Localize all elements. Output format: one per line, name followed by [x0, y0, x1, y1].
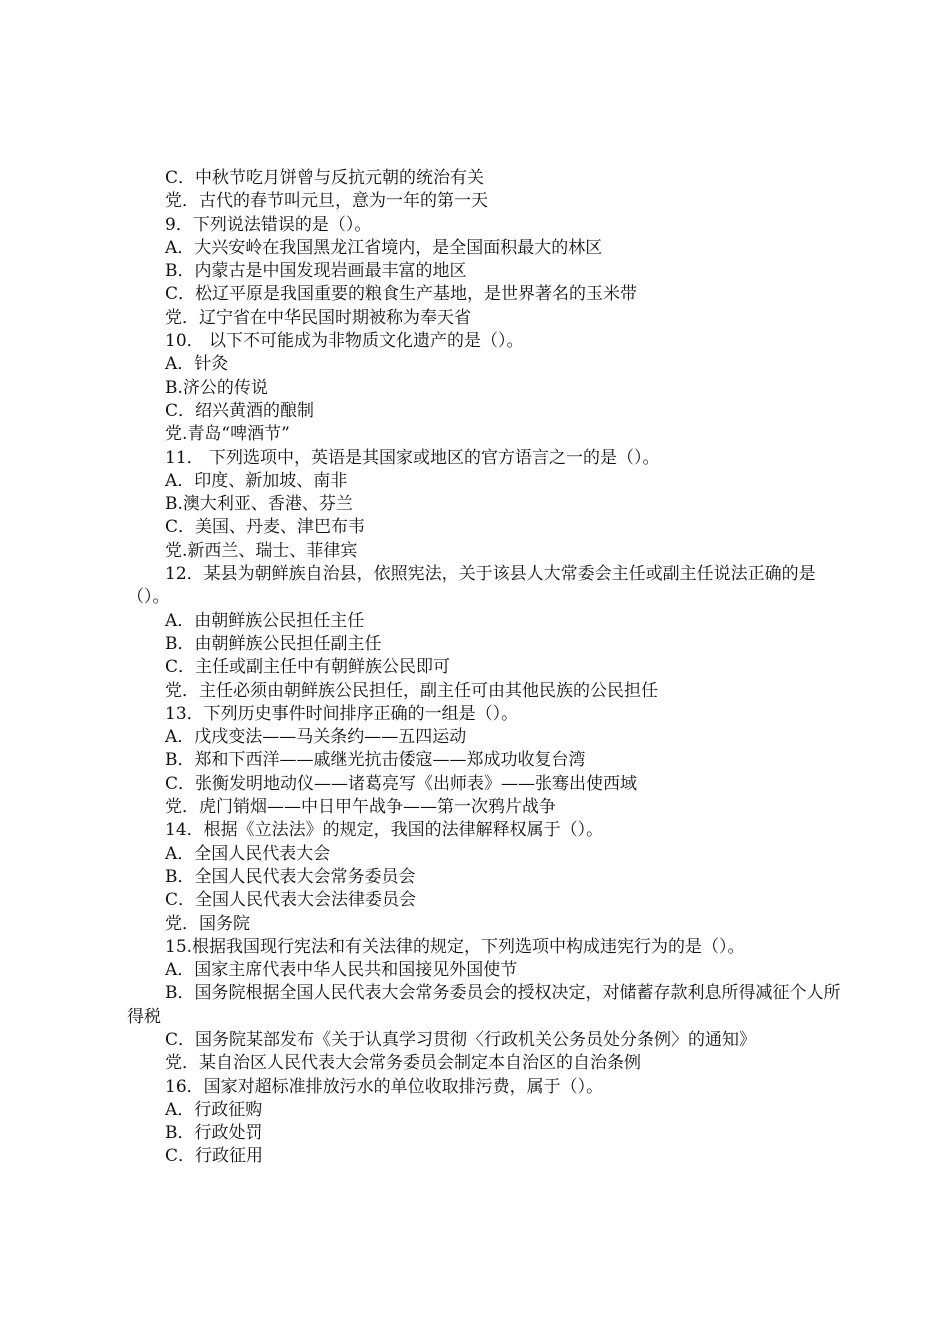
text-line: B．内蒙古是中国发现岩画最丰富的地区: [165, 261, 467, 282]
text-line: C．绍兴黄酒的酿制: [165, 400, 315, 421]
text-line: A．全国人民代表大会: [165, 843, 331, 864]
text-line: 11． 下列选项中，英语是其国家或地区的官方语言之一的是（）。: [165, 447, 660, 468]
text-line: 党．古代的春节叫元旦，意为一年的第一天: [165, 191, 488, 212]
text-line: B．行政处罚: [165, 1123, 263, 1144]
text-line: A．大兴安岭在我国黑龙江省境内，是全国面积最大的林区: [165, 237, 603, 258]
text-line: A．戊戌变法——马关条约——五四运动: [165, 727, 467, 748]
text-line: A．由朝鲜族公民担任主任: [165, 610, 365, 631]
text-line: 15.根据我国现行宪法和有关法律的规定，下列选项中构成违宪行为的是（）。: [165, 936, 745, 957]
text-line: B.澳大利亚、香港、芬兰: [165, 494, 353, 515]
text-line: C．张衡发明地动仪——诸葛亮写《出师表》——张骞出使西域: [165, 773, 638, 794]
document-body: [127, 167, 842, 1169]
text-line: A．行政征购: [165, 1099, 263, 1120]
text-line: 10． 以下不可能成为非物质文化遗产的是（）。: [165, 331, 524, 352]
text-line: A．针灸: [165, 354, 229, 375]
text-line: 12．某县为朝鲜族自治县，依照宪法，关于该县人大常委会主任或副主任说法正确的是（）。: [127, 564, 816, 608]
text-line: 党.青岛“啤酒节”: [165, 424, 290, 445]
text-line: 党．辽宁省在中华民国时期被称为奉天省: [165, 307, 471, 328]
text-line: B.济公的传说: [165, 377, 268, 398]
text-line: B．全国人民代表大会常务委员会: [165, 866, 416, 887]
text-line: A．国家主席代表中华人民共和国接见外国使节: [165, 960, 518, 981]
text-line: 13．下列历史事件时间排序正确的一组是（）。: [165, 703, 519, 724]
text-line: C．全国人民代表大会法律委员会: [165, 890, 417, 911]
text-line: B．国务院根据全国人民代表大会常务委员会的授权决定，对储蓄存款利息所得减征个人所得税: [127, 983, 841, 1027]
text-line: C．松辽平原是我国重要的粮食生产基地，是世界著名的玉米带: [165, 284, 638, 305]
text-line: 党．虎门销烟——中日甲午战争——第一次鸦片战争: [165, 797, 556, 818]
text-line: 党．主任必须由朝鲜族公民担任，副主任可由其他民族的公民担任: [165, 680, 658, 701]
text-line: 14．根据《立法法》的规定，我国的法律解释权属于（）。: [165, 820, 604, 841]
text-line: B．郑和下西洋——戚继光抗击倭寇——郑成功收复台湾: [165, 750, 586, 771]
text-line: C．主任或副主任中有朝鲜族公民即可: [165, 657, 451, 678]
text-line: C．行政征用: [165, 1146, 264, 1167]
text-line: 党．国务院: [165, 913, 250, 934]
text-line: C．中秋节吃月饼曾与反抗元朝的统治有关: [165, 168, 485, 188]
text-line: C．美国、丹麦、津巴布韦: [165, 517, 366, 538]
text-line: 9．下列说法错误的是（）。: [165, 214, 372, 235]
text-line: 党.新西兰、瑞士、菲律宾: [165, 540, 358, 561]
text-line: A．印度、新加坡、南非: [165, 470, 348, 491]
text-line: B．由朝鲜族公民担任副主任: [165, 633, 382, 654]
text-line: C．国务院某部发布《关于认真学习贯彻〈行政机关公务员处分条例〉的通知》: [165, 1029, 757, 1050]
text-line: 16．国家对超标准排放污水的单位收取排污费，属于（）。: [165, 1076, 604, 1097]
text-line: 党．某自治区人民代表大会常务委员会制定本自治区的自治条例: [165, 1053, 641, 1074]
